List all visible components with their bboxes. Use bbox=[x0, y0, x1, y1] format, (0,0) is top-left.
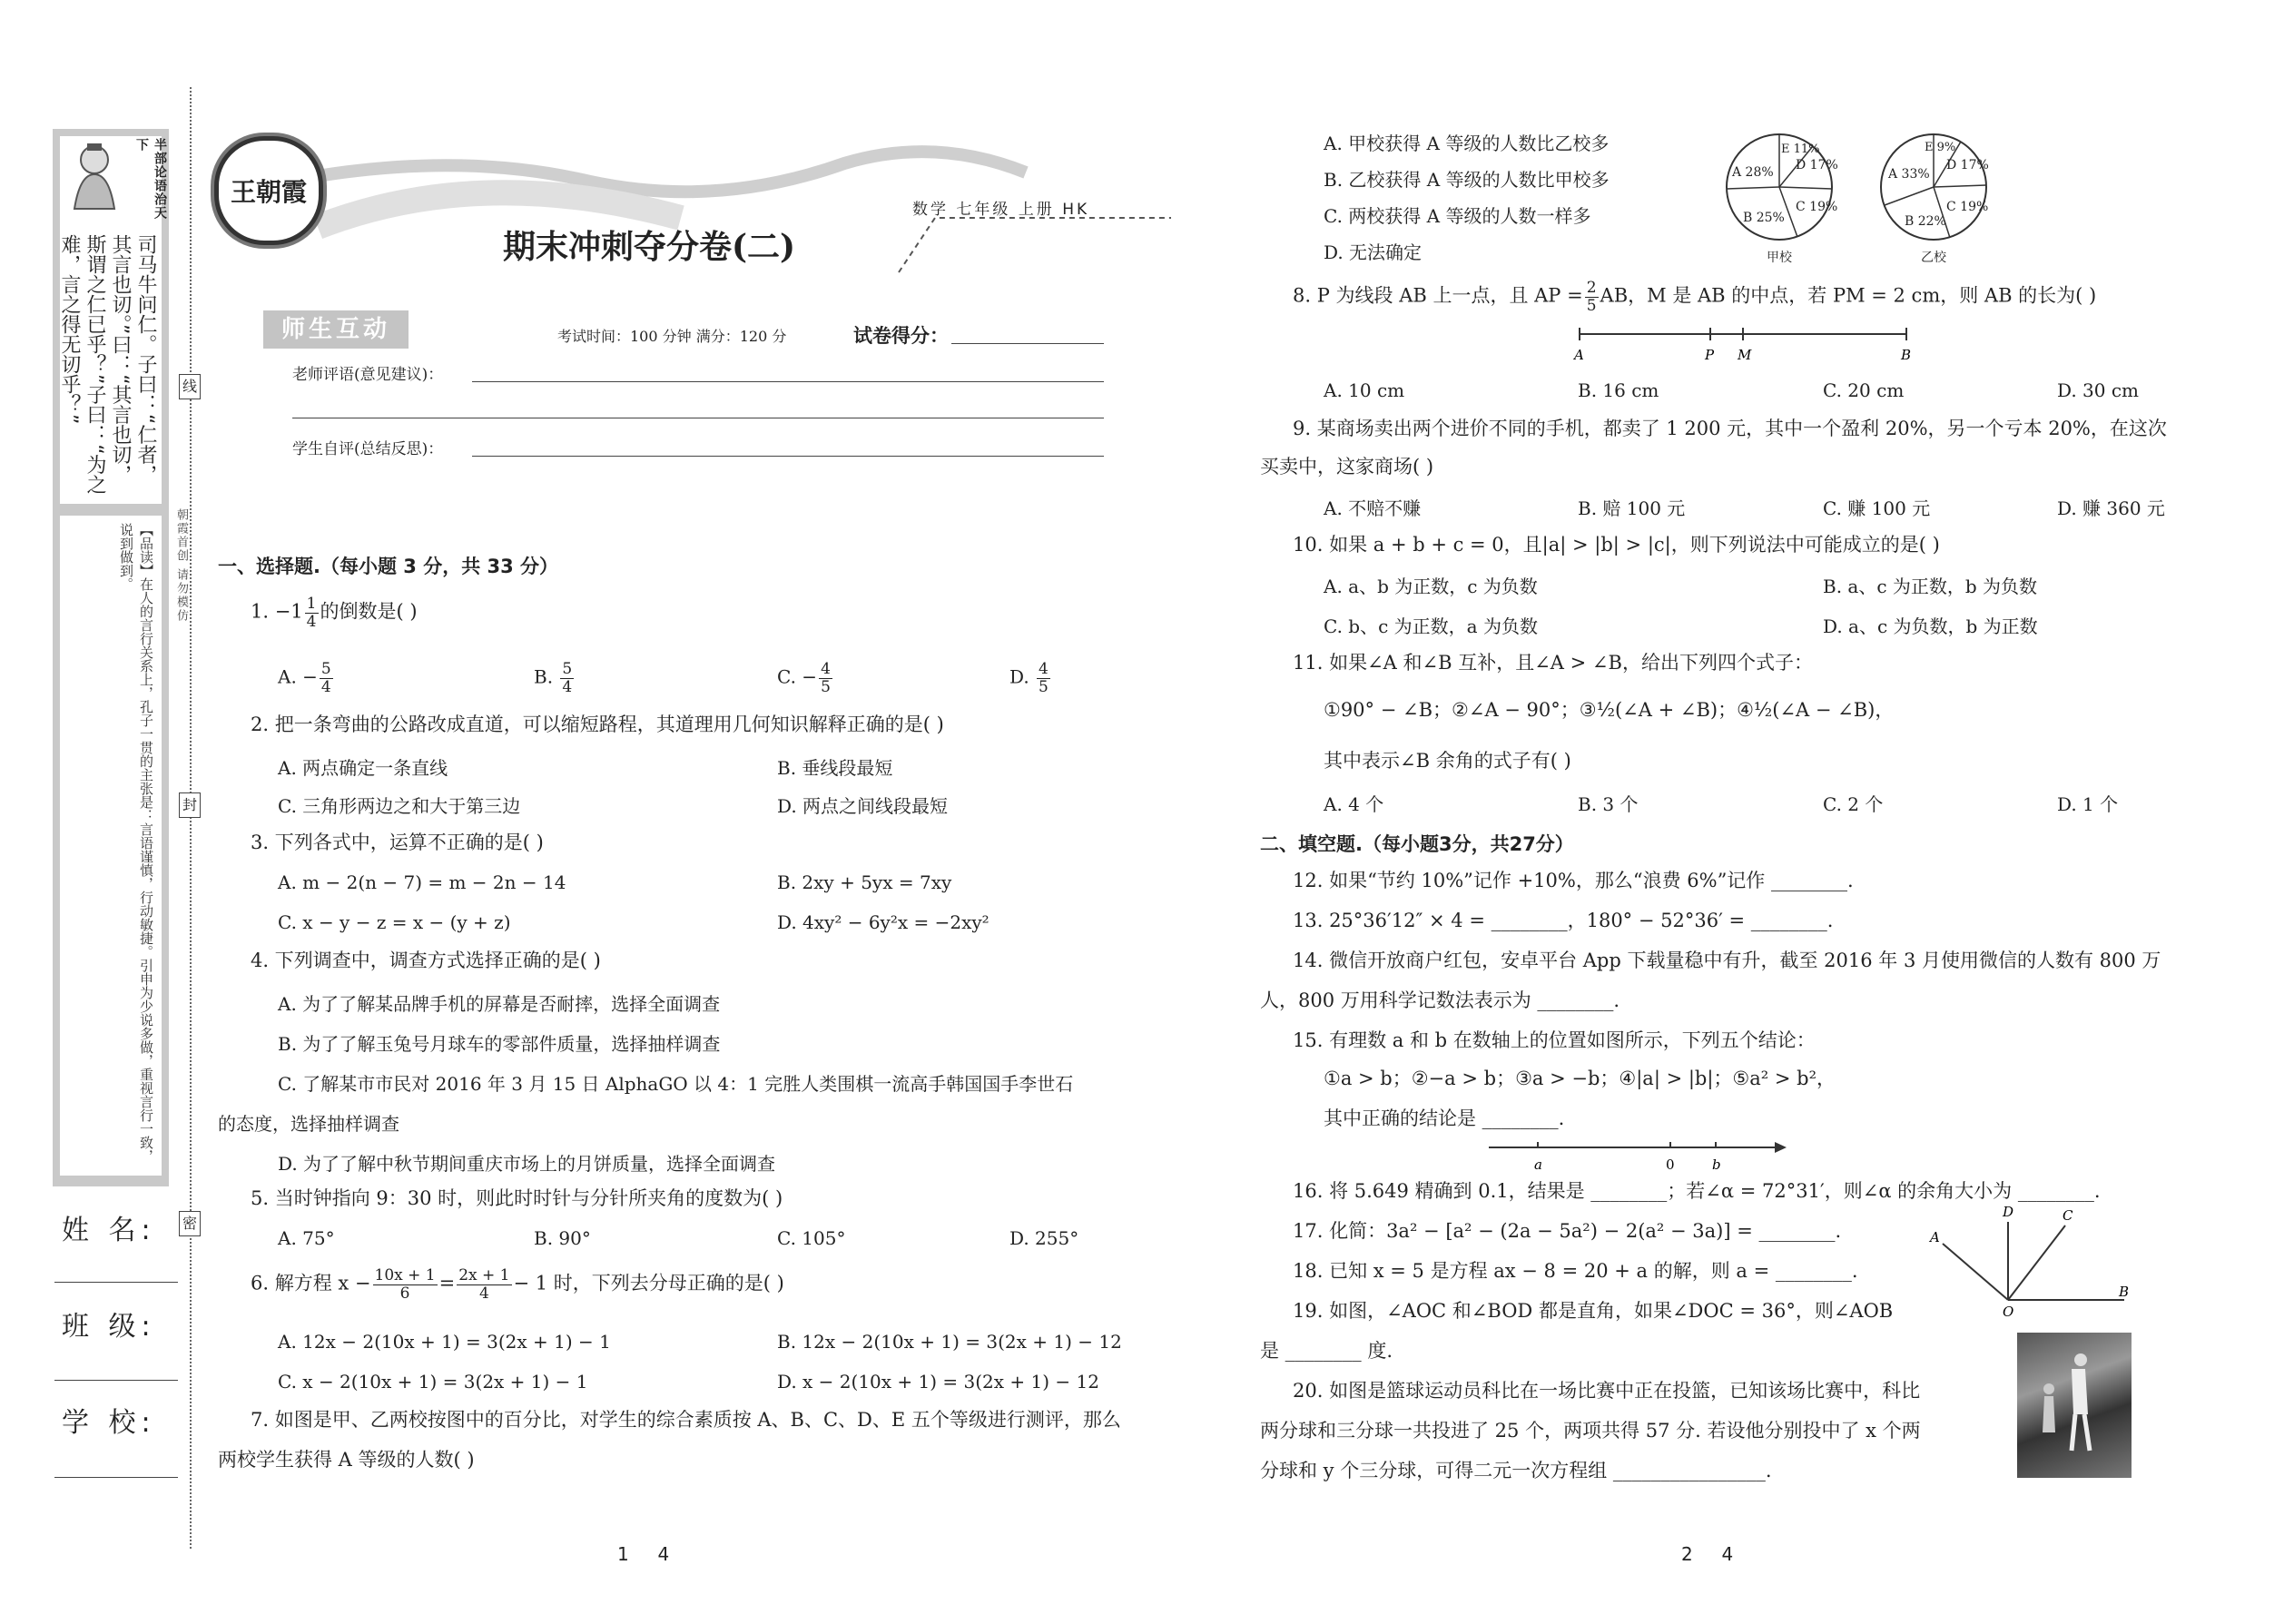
score-field[interactable] bbox=[951, 343, 1104, 344]
q7-line1: 7. 如图是甲、乙两校按图中的百分比，对学生的综合素质按 A、B、C、D、E 五个等级进行测评，那么 bbox=[251, 1409, 1121, 1431]
teacher-comment-line-1[interactable] bbox=[472, 381, 1104, 382]
q1-option-a[interactable]: A. − $\frac{5}{4}$ bbox=[278, 660, 331, 696]
q20-line3: 分球和 y 个三分球，可得二元一次方程组 ________________. bbox=[1260, 1460, 1772, 1481]
q8-segment-diagram bbox=[1570, 323, 1915, 365]
pie-yi-label-c: C 19% bbox=[1946, 200, 1989, 214]
q4-option-a[interactable]: A. 为了了解某品牌手机的屏幕是否耐摔，选择全面调查 bbox=[278, 993, 721, 1015]
q12: 12. 如果“节约 10%”记作 +10%，那么“浪费 6%”记作 ________. bbox=[1293, 870, 1854, 891]
page-title: 期末冲刺夺分卷(二) bbox=[503, 228, 796, 266]
cut-mark-feng: 封 bbox=[179, 792, 201, 818]
q11-expressions: ①90° − ∠B；②∠A − 90°；③½(∠A + ∠B)；④½(∠A − ∠B)， bbox=[1324, 699, 1895, 721]
angle-label-o: O bbox=[2003, 1304, 2014, 1318]
class-label: 班 级: bbox=[62, 1311, 156, 1343]
section-choice-title: 一、选择题.（每小题 3 分，共 33 分） bbox=[218, 556, 559, 577]
q8-option-a[interactable]: A. 10 cm bbox=[1324, 379, 1405, 401]
q18: 18. 已知 x = 5 是方程 ax − 8 = 20 + a 的解，则 a = ________. bbox=[1293, 1260, 1858, 1282]
q11-option-a[interactable]: A. 4 个 bbox=[1324, 793, 1384, 815]
q19-line2: 是 ________ 度. bbox=[1260, 1340, 1393, 1362]
basketball-photo bbox=[2017, 1333, 2132, 1478]
teacher-comment-label: 老师评语(意见建议)： bbox=[292, 366, 444, 384]
q8-point-a: A bbox=[1574, 347, 1584, 363]
pie-yi-label-e: E 9% bbox=[1925, 141, 1956, 154]
q9-option-a[interactable]: A. 不赔不赚 bbox=[1324, 497, 1422, 519]
q10-option-d[interactable]: D. a、c 为负数，b 为正数 bbox=[1823, 615, 2038, 637]
q5-option-c[interactable]: C. 105° bbox=[777, 1227, 846, 1249]
q3-option-c[interactable]: C. x − y − z = x − (y + z) bbox=[278, 911, 511, 933]
angle-label-b: B bbox=[2119, 1284, 2130, 1300]
q8: 8. P 为线段 AB 上一点，且 AP = $\frac{2}{5}$ AB，M 是 AB 的中点，若 PM = 2 cm，则 AB 的长为( ) bbox=[1293, 279, 2097, 315]
q11-option-c[interactable]: C. 2 个 bbox=[1823, 793, 1884, 815]
q19-line1: 19. 如图，∠AOC 和∠BOD 都是直角，如果∠DOC = 36°，则∠AOB bbox=[1293, 1300, 1894, 1322]
q4-option-c-line2: 的态度，选择抽样调查 bbox=[218, 1113, 399, 1135]
q3-option-a[interactable]: A. m − 2(n − 7) = m − 2n − 14 bbox=[278, 871, 566, 893]
name-field[interactable] bbox=[54, 1282, 178, 1283]
q2-option-b[interactable]: B. 垂线段最短 bbox=[777, 757, 893, 779]
q8-option-d[interactable]: D. 30 cm bbox=[2057, 379, 2140, 401]
q14-line2: 人，800 万用科学记数法表示为 ________. bbox=[1260, 989, 1620, 1011]
q7-line2: 两校学生获得 A 等级的人数( ) bbox=[218, 1449, 475, 1471]
pie-jia-label-c: C 19% bbox=[1796, 200, 1838, 214]
confucius-figure bbox=[62, 138, 127, 211]
cut-mark-mi: 密 bbox=[179, 1211, 201, 1236]
q16: 16. 将 5.649 精确到 0.1，结果是 ________；若∠α = 72°31′，则∠α 的余角大小为 ________. bbox=[1293, 1180, 2101, 1202]
school-field[interactable] bbox=[54, 1477, 178, 1478]
pie-chart-jia bbox=[1725, 133, 1852, 269]
pie-jia-label-d: D 17% bbox=[1796, 158, 1838, 172]
pie-yi-caption: 乙校 bbox=[1921, 251, 1946, 265]
q2-option-d[interactable]: D. 两点之间线段最短 bbox=[777, 795, 949, 817]
q14-line1: 14. 微信开放商户红包，安卓平台 App 下载量稳中有升，截至 2016 年 3 月使用微信的人数有 800 万 bbox=[1293, 950, 2161, 971]
q4: 4. 下列调查中，调查方式选择正确的是( ) bbox=[251, 950, 601, 971]
subject-label: 数学 七年级 上册 HK bbox=[912, 201, 1090, 219]
q7-option-b[interactable]: B. 乙校获得 A 等级的人数比甲校多 bbox=[1324, 169, 1610, 191]
q6-option-b[interactable]: B. 12x − 2(10x + 1) = 3(2x + 1) − 12 bbox=[777, 1331, 1122, 1353]
q11: 11. 如果∠A 和∠B 互补，且∠A > ∠B，给出下列四个式子： bbox=[1293, 652, 1813, 674]
q6-option-d[interactable]: D. x − 2(10x + 1) = 3(2x + 1) − 12 bbox=[777, 1371, 1099, 1393]
q9-line1: 9. 某商场卖出两个进价不同的手机，都卖了 1 200 元，其中一个盈利 20%，另一个亏本 20%，在这次 bbox=[1293, 418, 2167, 439]
pie-yi-label-b: B 22% bbox=[1905, 214, 1946, 229]
q3-option-b[interactable]: B. 2xy + 5yx = 7xy bbox=[777, 871, 952, 893]
q7-option-d[interactable]: D. 无法确定 bbox=[1324, 241, 1423, 263]
q20-line1: 20. 如图是篮球运动员科比在一场比赛中正在投篮，已知该场比赛中，科比 bbox=[1293, 1380, 1921, 1402]
angle-label-a: A bbox=[1930, 1229, 1940, 1245]
q11-line2: 其中表示∠B 余角的式子有( ) bbox=[1324, 750, 1571, 772]
q15-axis-b: b bbox=[1712, 1156, 1721, 1173]
q9-line2: 买卖中，这家商场( ) bbox=[1260, 456, 1434, 477]
q10: 10. 如果 a + b + c = 0，且|a| > |b| > |c|，则下列说法中可能成立的是( ) bbox=[1293, 534, 1940, 556]
page-number-left: 1 4 bbox=[617, 1543, 670, 1565]
q5-option-b[interactable]: B. 90° bbox=[534, 1227, 591, 1249]
pie-jia-label-b: B 25% bbox=[1743, 211, 1785, 225]
sidebar-copyright: 朝霞首创 请勿模仿 bbox=[174, 508, 188, 624]
pie-yi-label-a: A 33% bbox=[1888, 167, 1930, 182]
logo-text: 王朝霞 bbox=[230, 177, 307, 207]
q1-option-d[interactable]: D. $\frac{4}{5}$ bbox=[1009, 660, 1049, 696]
pie-chart-yi bbox=[1879, 133, 2006, 269]
pie-jia-caption: 甲校 bbox=[1767, 251, 1792, 265]
q9-option-b[interactable]: B. 赔 100 元 bbox=[1578, 497, 1686, 519]
q2-option-a[interactable]: A. 两点确定一条直线 bbox=[278, 757, 448, 779]
q7-option-c[interactable]: C. 两校获得 A 等级的人数一样多 bbox=[1324, 205, 1591, 227]
q5-option-a[interactable]: A. 75° bbox=[278, 1227, 335, 1249]
q2-option-c[interactable]: C. 三角形两边之和大于第三边 bbox=[278, 795, 521, 817]
q15-number-line bbox=[1480, 1133, 1788, 1178]
q6: 6. 解方程 x − $\frac{10x + 1}{6}$ = $\frac{2x + 1}{4}$ − 1 时，下列去分母正确的是( ) bbox=[251, 1266, 784, 1303]
interaction-badge: 师生互动 bbox=[263, 310, 409, 349]
q4-option-b[interactable]: B. 为了了解玉兔号月球车的零部件质量，选择抽样调查 bbox=[278, 1033, 721, 1055]
student-comment-line[interactable] bbox=[472, 456, 1104, 457]
q2: 2. 把一条弯曲的公路改成直道，可以缩短路程，其道理用几何知识解释正确的是( ) bbox=[251, 714, 944, 735]
sidebar-quote: 司马牛问仁。子曰：“仁者，其言也讱。”曰：“其言也讱，斯谓之仁已乎？”子曰：“为之难，言之得无讱乎？” bbox=[58, 234, 157, 495]
q10-option-b[interactable]: B. a、c 为正数，b 为负数 bbox=[1823, 576, 2038, 597]
q1-option-b[interactable]: B. $\frac{5}{4}$ bbox=[534, 660, 573, 696]
q3-option-d[interactable]: D. 4xy² − 6y²x = −2xy² bbox=[777, 911, 989, 933]
exam-info: 考试时间：100 分钟 满分：120 分 bbox=[557, 328, 787, 345]
q8-option-b[interactable]: B. 16 cm bbox=[1578, 379, 1659, 401]
sidebar-motto: 半部论语治天下 bbox=[134, 138, 167, 220]
angle-label-d: D bbox=[2003, 1204, 2014, 1220]
q17: 17. 化简：3a² − [a² − (2a − 5a²) − 2(a² − 3a)] = ________. bbox=[1293, 1220, 1842, 1242]
q15-conclusions: ①a > b；②−a > b；③a > −b；④|a| > |b|；⑤a² > b²， bbox=[1324, 1068, 1836, 1089]
q4-option-c-line1[interactable]: C. 了解某市市民对 2016 年 3 月 15 日 AlphaGO 以 4：1 完胜人类围棋一流高手韩国国手李世石 bbox=[278, 1073, 1074, 1095]
q5-option-d[interactable]: D. 255° bbox=[1009, 1227, 1079, 1249]
q15-axis-a: a bbox=[1534, 1156, 1542, 1173]
student-comment-label: 学生自评(总结反思)： bbox=[292, 440, 444, 458]
q15: 15. 有理数 a 和 b 在数轴上的位置如图所示，下列五个结论： bbox=[1293, 1029, 1816, 1051]
q15-line2: 其中正确的结论是 ________. bbox=[1324, 1107, 1565, 1129]
q8-option-c[interactable]: C. 20 cm bbox=[1823, 379, 1905, 401]
q11-option-b[interactable]: B. 3 个 bbox=[1578, 793, 1639, 815]
q4-option-d[interactable]: D. 为了了解中秋节期间重庆市场上的月饼质量，选择全面调查 bbox=[278, 1153, 776, 1175]
sidebar-pindu: 【品读】在人的言行关系上，孔子一贯的主张是：言语谨慎，行动敏捷。引申为少说多做，重视言行一致，说到做到。 bbox=[118, 523, 154, 1163]
q3: 3. 下列各式中，运算不正确的是( ) bbox=[251, 832, 544, 853]
q6-option-c[interactable]: C. x − 2(10x + 1) = 3(2x + 1) − 1 bbox=[278, 1371, 588, 1393]
score-label: 试卷得分： bbox=[853, 325, 949, 347]
q15-axis-zero: 0 bbox=[1666, 1156, 1675, 1173]
angle-label-c: C bbox=[2063, 1207, 2073, 1224]
pie-yi-label-d: D 17% bbox=[1946, 158, 1989, 172]
q19-angle-diagram bbox=[1925, 1200, 2133, 1318]
q9-option-c[interactable]: C. 赚 100 元 bbox=[1823, 497, 1931, 519]
cut-mark-xian: 线 bbox=[179, 374, 201, 399]
class-field[interactable] bbox=[54, 1380, 178, 1381]
q6-option-a[interactable]: A. 12x − 2(10x + 1) = 3(2x + 1) − 1 bbox=[278, 1331, 611, 1353]
school-label: 学 校: bbox=[62, 1407, 156, 1439]
q8-point-b: B bbox=[1901, 347, 1912, 363]
pie-jia-label-e: E 11% bbox=[1781, 143, 1820, 156]
q8-point-p: P bbox=[1705, 347, 1715, 363]
q7-option-a[interactable]: A. 甲校获得 A 等级的人数比乙校多 bbox=[1324, 133, 1610, 154]
q5: 5. 当时钟指向 9：30 时，则此时时针与分针所夹角的度数为( ) bbox=[251, 1187, 783, 1209]
pie-jia-label-a: A 28% bbox=[1732, 165, 1774, 180]
q1: 1. −1 $\frac{1}{4}$ 的倒数是( ) bbox=[251, 595, 418, 631]
q10-option-c[interactable]: C. b、c 为正数，a 为负数 bbox=[1324, 615, 1538, 637]
section-fill-title: 二、填空题.（每小题3分，共27分） bbox=[1260, 833, 1574, 855]
q1-option-c[interactable]: C. − $\frac{4}{5}$ bbox=[777, 660, 831, 696]
q13: 13. 25°36′12″ × 4 = ________，180° − 52°36′ = ________. bbox=[1293, 910, 1834, 931]
q8-point-m: M bbox=[1738, 347, 1752, 363]
name-label: 姓 名: bbox=[62, 1215, 156, 1246]
q11-option-d[interactable]: D. 1 个 bbox=[2057, 793, 2119, 815]
cut-line bbox=[190, 87, 192, 1549]
q10-option-a[interactable]: A. a、b 为正数，c 为负数 bbox=[1324, 576, 1538, 597]
q9-option-d[interactable]: D. 赚 360 元 bbox=[2057, 497, 2165, 519]
page-number-right: 2 4 bbox=[1681, 1543, 1734, 1565]
q20-line2: 两分球和三分球一共投进了 25 个，两项共得 57 分. 若设他分别投中了 x 个两 bbox=[1260, 1420, 1921, 1442]
